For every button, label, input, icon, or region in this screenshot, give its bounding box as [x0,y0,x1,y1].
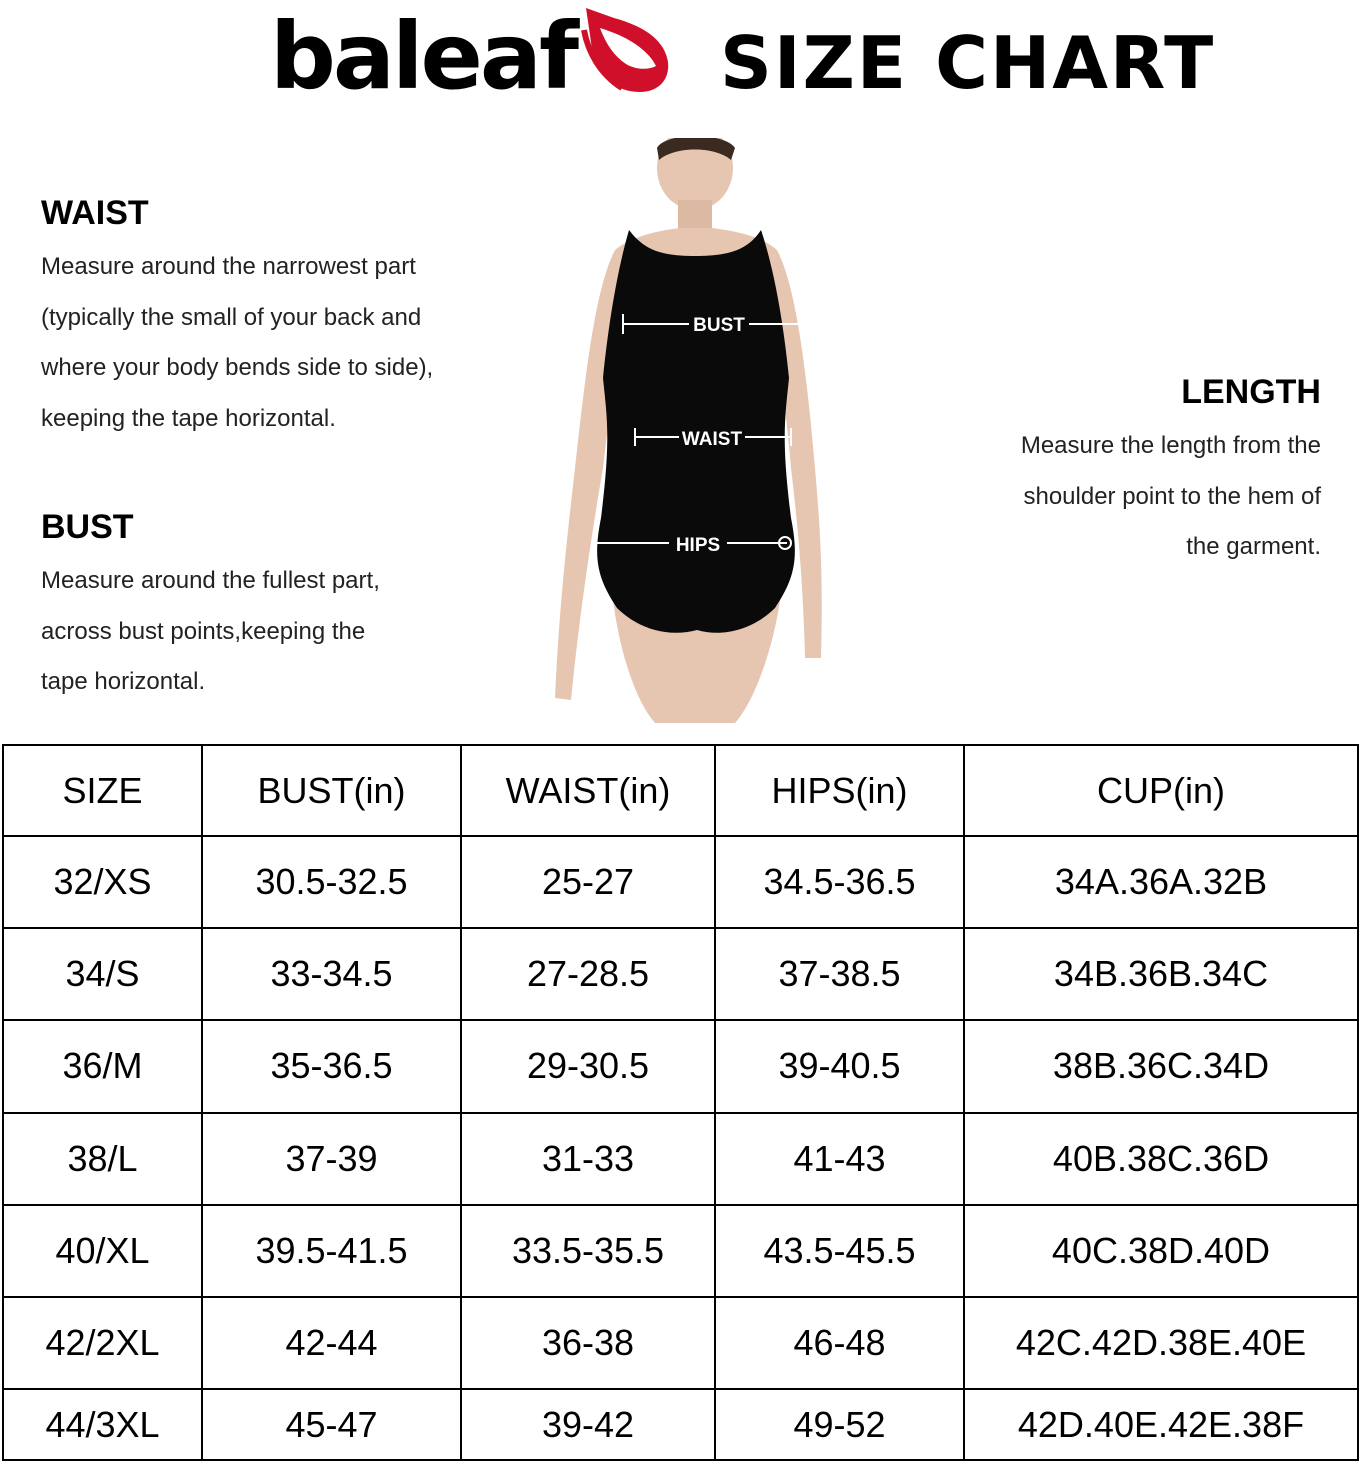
cell-bust: 35-36.5 [202,1020,461,1112]
waist-instructions [41,242,511,444]
table-row [3,1389,1358,1460]
cell-hips: 37-38.5 [715,928,964,1020]
bust-instructions [41,556,481,708]
brand-name: baleaf [270,3,576,110]
cell-waist: 36-38 [461,1297,715,1389]
waist-measure-label: WAIST [681,429,743,450]
header-bust: BUST(in) [202,745,461,836]
cell-size: 38/L [3,1113,202,1205]
cell-hips: 34.5-36.5 [715,836,964,928]
cell-waist: 39-42 [461,1389,715,1460]
header-cup: CUP(in) [964,745,1358,836]
length-instructions [961,421,1321,573]
cell-bust: 45-47 [202,1389,461,1460]
cell-cup: 40C.38D.40D [964,1205,1358,1297]
hips-measure-label: HIPS [675,535,721,556]
cell-bust: 39.5-41.5 [202,1205,461,1297]
bust-heading: BUST [41,508,134,546]
cell-bust: 37-39 [202,1113,461,1205]
length-line: Measure the length from the [1020,432,1321,459]
cell-cup: 40B.38C.36D [964,1113,1358,1205]
header-hips: HIPS(in) [715,745,964,836]
table-row [3,1205,1358,1297]
bust-line: across bust points,keeping the [41,617,366,645]
cell-size: 32/XS [3,836,202,928]
table-row [3,1113,1358,1205]
table-header-row [3,745,1358,836]
bust-line: tape horizontal. [41,668,206,695]
waist-line: (typically the small of your back and [41,303,422,331]
cell-bust: 33-34.5 [202,928,461,1020]
cell-hips: 41-43 [715,1113,964,1205]
table-row [3,1297,1358,1389]
cell-cup: 34A.36A.32B [964,836,1358,928]
table-row [3,1020,1358,1112]
cell-size: 34/S [3,928,202,1020]
cell-waist: 27-28.5 [461,928,715,1020]
cell-hips: 43.5-45.5 [715,1205,964,1297]
leaf-logo-icon [574,4,676,96]
cell-cup: 34B.36B.34C [964,928,1358,1020]
cell-waist: 33.5-35.5 [461,1205,715,1297]
cell-size: 36/M [3,1020,202,1112]
cell-hips: 46-48 [715,1297,964,1389]
waist-heading: WAIST [41,194,149,232]
header-size: SIZE [3,745,202,836]
bust-measure-label: BUST [693,315,745,336]
chart-title: SIZE CHART [720,21,1216,105]
length-heading: LENGTH [1181,373,1321,411]
cell-size: 44/3XL [3,1389,202,1460]
cell-bust: 30.5-32.5 [202,836,461,928]
cell-waist: 31-33 [461,1113,715,1205]
cell-hips: 49-52 [715,1389,964,1460]
cell-size: 42/2XL [3,1297,202,1389]
header-waist: WAIST(in) [461,745,715,836]
bust-line: Measure around the fullest part, [41,567,380,594]
header [0,0,1359,120]
waist-line: keeping the tape horizontal. [41,404,336,432]
cell-bust: 42-44 [202,1297,461,1389]
length-line: the garment. [1186,533,1321,560]
cell-size: 40/XL [3,1205,202,1297]
length-line: shoulder point to the hem of [1023,482,1321,510]
cell-cup: 38B.36C.34D [964,1020,1358,1112]
waist-line: Measure around the narrowest part [41,253,416,280]
model-figure [545,138,835,723]
table-row [3,836,1358,928]
size-table [2,744,1359,1461]
cell-hips: 39-40.5 [715,1020,964,1112]
table-row [3,928,1358,1020]
cell-cup: 42C.42D.38E.40E [964,1297,1358,1389]
cell-waist: 25-27 [461,836,715,928]
waist-line: where your body bends side to side), [41,354,434,381]
cell-waist: 29-30.5 [461,1020,715,1112]
cell-cup: 42D.40E.42E.38F [964,1389,1358,1460]
